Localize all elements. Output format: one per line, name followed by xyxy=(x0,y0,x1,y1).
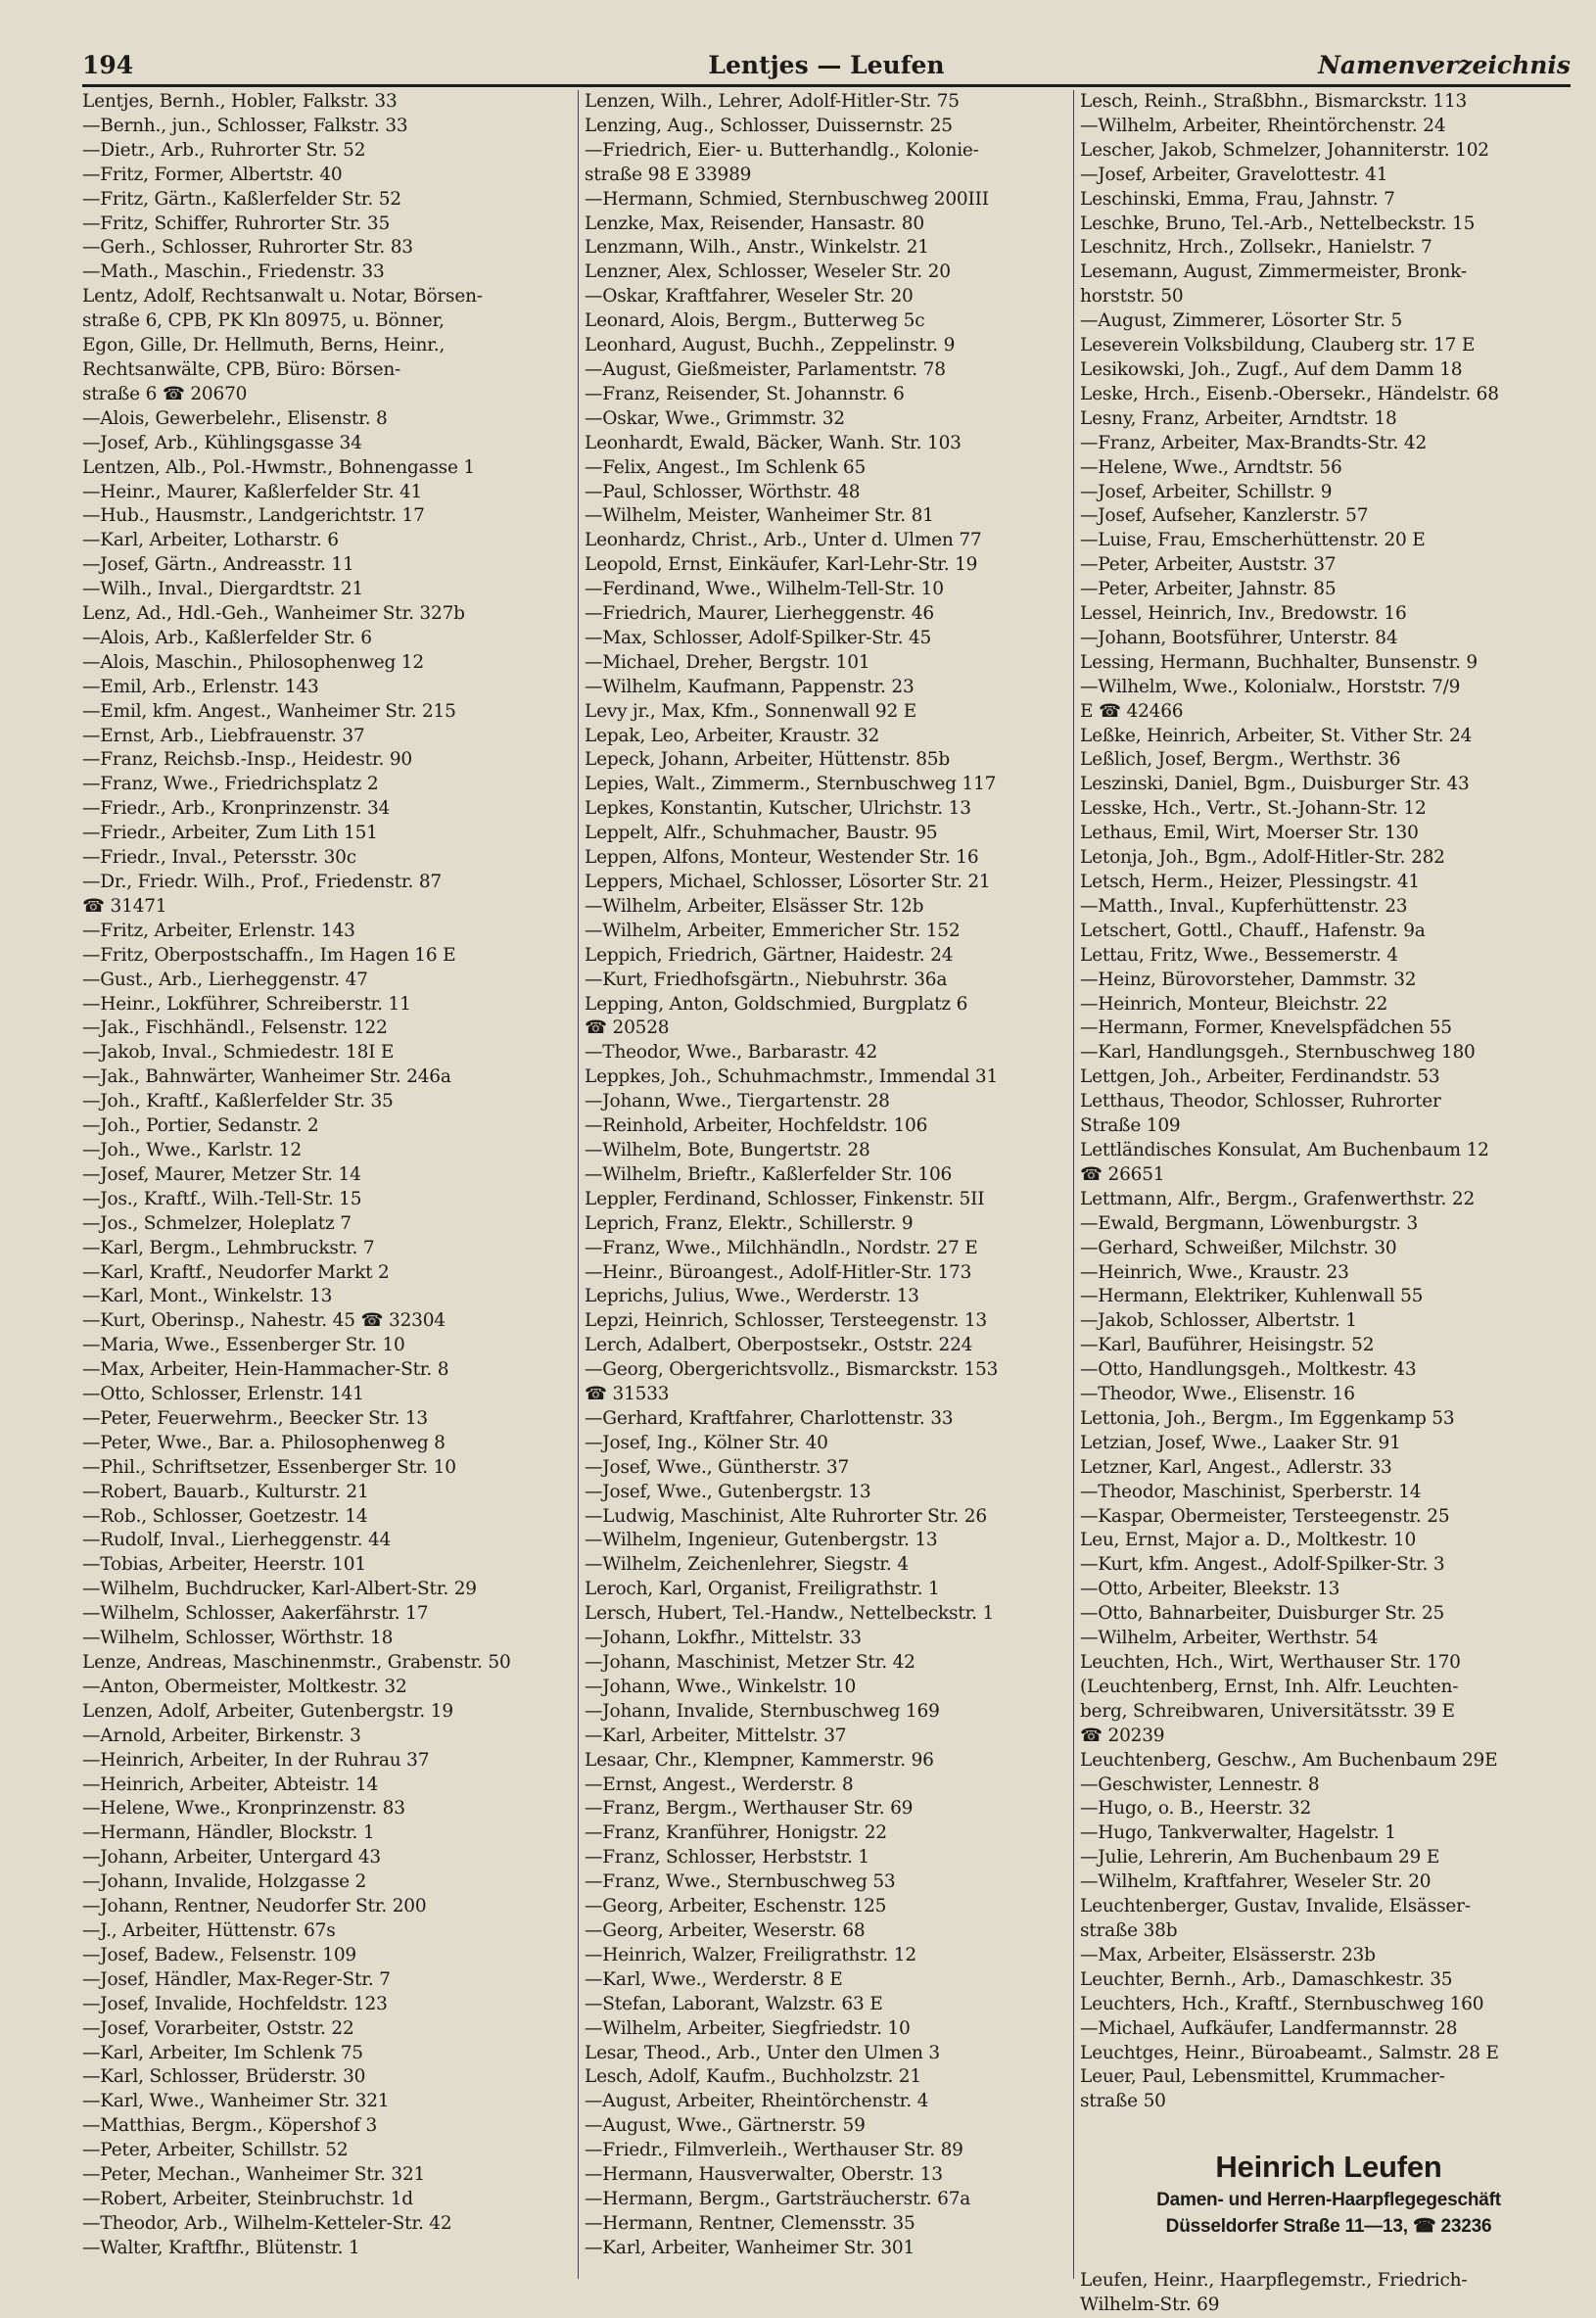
right-entries-top xyxy=(1080,90,1577,2114)
directory-entry: —Wilhelm, Ingenieur, Gutenbergstr. 13 xyxy=(585,1530,938,1551)
page-header xyxy=(82,49,1571,87)
directory-entry: —Karl, Arbeiter, Lotharstr. 6 xyxy=(82,530,339,551)
directory-entry: —Felix, Angest., Im Schlenk 65 xyxy=(585,456,867,478)
directory-entry: Lesch, Reinh., Straßbhn., Bismarckstr. 113 xyxy=(1080,91,1468,112)
directory-entry: —Heinz, Bürovorsteher, Dammstr. 32 xyxy=(1080,969,1417,990)
directory-entry: —Karl, Bergm., Lehmbruckstr. 7 xyxy=(82,1237,375,1258)
directory-entry: —Geschwister, Lennestr. 8 xyxy=(1080,1774,1320,1795)
ad-business-name: Heinrich Leufen xyxy=(1215,2150,1442,2185)
directory-entry: —Franz, Wwe., Milchhändln., Nordstr. 27 E xyxy=(585,1237,978,1258)
directory-entry: —Josef, Arbeiter, Schillstr. 9 xyxy=(1080,481,1333,502)
directory-entry: —Josef, Invalide, Hochfeldstr. 123 xyxy=(82,1993,388,2014)
directory-entry: Leppelt, Alfr., Schuhmacher, Baustr. 95 xyxy=(585,823,938,844)
directory-entry: Leroch, Karl, Organist, Freiligrathstr. 1 xyxy=(585,1579,940,1600)
directory-entry: —Otto, Schlosser, Erlenstr. 141 xyxy=(82,1384,364,1405)
directory-entry: Lesikowski, Joh., Zugf., Auf dem Damm 18 xyxy=(1080,358,1463,380)
directory-entry: —Wilhelm, Wwe., Kolonialw., Horststr. 7/9 xyxy=(1080,676,1461,697)
directory-entry: Egon, Gille, Dr. Hellmuth, Berns, Heinr., xyxy=(82,335,446,356)
directory-entry: Lettländisches Konsulat, Am Buchenbaum 12 xyxy=(1080,1139,1489,1160)
directory-entry: Leonhard, August, Buchh., Zeppelinstr. 9 xyxy=(585,335,956,356)
directory-entry: —Fritz, Oberpostschaffn., Im Hagen 16 E xyxy=(82,944,456,966)
directory-entry: —Oskar, Kraftfahrer, Weseler Str. 20 xyxy=(585,286,914,307)
column-middle xyxy=(578,90,1074,2279)
directory-entry: —Wilhelm, Kraftfahrer, Weseler Str. 20 xyxy=(1080,1871,1432,1893)
directory-entry: Lenzke, Max, Reisender, Hansastr. 80 xyxy=(585,213,924,234)
directory-entry: —Friedrich, Eier- u. Butterhandlg., Kolonie- xyxy=(585,139,979,161)
directory-entry: —Otto, Bahnarbeiter, Duisburger Str. 25 xyxy=(1080,1603,1445,1625)
directory-entry: —Dietr., Arb., Ruhrorter Str. 52 xyxy=(82,139,366,161)
directory-entry: Lettonia, Joh., Bergm., Im Eggenkamp 53 xyxy=(1080,1407,1455,1429)
directory-entry: —Heinrich, Arbeiter, Abteistr. 14 xyxy=(82,1774,379,1795)
directory-entry: —Paul, Schlosser, Wörthstr. 48 xyxy=(585,481,861,502)
directory-entry: —August, Zimmerer, Lösorter Str. 5 xyxy=(1080,310,1403,332)
directory-entry: —Phil., Schriftsetzer, Essenberger Str. 10 xyxy=(82,1456,456,1478)
directory-entry: —Alois, Maschin., Philosophenweg 12 xyxy=(82,651,424,673)
directory-entry: straße 6 ☎ 20670 xyxy=(82,383,248,404)
directory-entry: —August, Arbeiter, Rheintörchenstr. 4 xyxy=(585,2091,929,2112)
directory-entry: Lessel, Heinrich, Inv., Bredowstr. 16 xyxy=(1080,603,1407,625)
directory-entry: —Jos., Kraftf., Wilh.-Tell-Str. 15 xyxy=(82,1188,362,1209)
directory-entry: —Jak., Bahnwärter, Wanheimer Str. 246a xyxy=(82,1066,451,1088)
directory-entry: Leppich, Friedrich, Gärtner, Haidestr. 24 xyxy=(585,944,954,966)
directory-entry: —Karl, Arbeiter, Wanheimer Str. 301 xyxy=(585,2237,915,2258)
directory-entry: Letthaus, Theodor, Schlosser, Ruhrorter xyxy=(1080,1091,1441,1112)
directory-entry: Lesar, Theod., Arb., Unter den Ulmen 3 xyxy=(585,2042,941,2063)
directory-entry: —Robert, Bauarb., Kulturstr. 21 xyxy=(82,1481,369,1502)
directory-entry: —Josef, Aufseher, Kanzlerstr. 57 xyxy=(1080,505,1369,527)
directory-entry: —Josef, Vorarbeiter, Oststr. 22 xyxy=(82,2017,354,2039)
directory-entry: —Kaspar, Obermeister, Tersteegenstr. 25 xyxy=(1080,1505,1450,1527)
directory-entry: —Josef, Badew., Felsenstr. 109 xyxy=(82,1944,357,1965)
directory-entry: —Hermann, Hausverwalter, Oberstr. 13 xyxy=(585,2164,943,2186)
directory-entry: —Kurt, kfm. Angest., Adolf-Spilker-Str. 3 xyxy=(1080,1554,1445,1576)
column-right xyxy=(1073,90,1577,2316)
directory-entry: —Karl, Arbeiter, Im Schlenk 75 xyxy=(82,2042,363,2063)
directory-entry: Wilhelm-Str. 69 xyxy=(1080,2294,1220,2316)
directory-entry: —Heinrich, Walzer, Freiligrathstr. 12 xyxy=(585,1944,916,1965)
directory-entry: —Max, Schlosser, Adolf-Spilker-Str. 45 xyxy=(585,627,932,648)
directory-entry: —Franz, Wwe., Friedrichsplatz 2 xyxy=(82,774,379,795)
directory-entry: —August, Wwe., Gärtnerstr. 59 xyxy=(585,2115,866,2137)
directory-entry: Leufen, Heinr., Haarpflegemstr., Friedrich- xyxy=(1080,2270,1468,2292)
directory-entry: —Franz, Reisender, St. Johannstr. 6 xyxy=(585,383,905,404)
directory-entry: —Wilh., Inval., Diergardtstr. 21 xyxy=(82,579,364,600)
directory-entry: berg, Schreibwaren, Universitätsstr. 39 E xyxy=(1080,1700,1455,1722)
directory-entry: —Kurt, Oberinsp., Nahestr. 45 ☎ 32304 xyxy=(82,1310,446,1332)
directory-entry: —Jakob, Inval., Schmiedestr. 18I E xyxy=(82,1042,395,1064)
directory-entry: —Gust., Arb., Lierheggenstr. 47 xyxy=(82,969,368,990)
directory-entry: —Ferdinand, Wwe., Wilhelm-Tell-Str. 10 xyxy=(585,579,944,600)
directory-entry: straße 98 E 33989 xyxy=(585,164,752,185)
directory-entry: Letzner, Karl, Angest., Adlerstr. 33 xyxy=(1080,1456,1392,1478)
directory-entry: —J., Arbeiter, Hüttenstr. 67s xyxy=(82,1919,336,1941)
directory-entry: Lethaus, Emil, Wirt, Moerser Str. 130 xyxy=(1080,823,1419,844)
directory-entry: —Jakob, Schlosser, Albertstr. 1 xyxy=(1080,1310,1357,1332)
directory-entry: —Wilhelm, Arbeiter, Rheintörchenstr. 24 xyxy=(1080,115,1446,136)
directory-entry: Leuchters, Hch., Kraftf., Sternbuschweg 160 xyxy=(1080,1993,1484,2014)
directory-entry: —Johann, Rentner, Neudorfer Str. 200 xyxy=(82,1896,427,1917)
directory-entry: —Theodor, Wwe., Elisenstr. 16 xyxy=(1080,1384,1355,1405)
directory-entry: —Heinrich, Arbeiter, In der Ruhrau 37 xyxy=(82,1749,430,1771)
directory-entry: —Ewald, Bergmann, Löwenburgstr. 3 xyxy=(1080,1212,1419,1234)
directory-entry: —Max, Arbeiter, Hein-Hammacher-Str. 8 xyxy=(82,1359,449,1381)
directory-entry: Lenzen, Wilh., Lehrer, Adolf-Hitler-Str. 75 xyxy=(585,91,960,112)
directory-entry: —Karl, Bauführer, Heisingstr. 52 xyxy=(1080,1335,1375,1356)
directory-entry: Leppkes, Joh., Schuhmachmstr., Immendal 31 xyxy=(585,1066,999,1088)
directory-entry: Leschnitz, Hrch., Zollsekr., Hanielstr. 7 xyxy=(1080,237,1432,259)
directory-entry: —Helene, Wwe., Arndtstr. 56 xyxy=(1080,456,1342,478)
directory-entry: —Ernst, Angest., Werderstr. 8 xyxy=(585,1774,854,1795)
directory-entry: —Friedr., Inval., Petersstr. 30c xyxy=(82,847,356,869)
directory-entry: —Franz, Arbeiter, Max-Brandts-Str. 42 xyxy=(1080,432,1428,453)
directory-entry: Leuchten, Hch., Wirt, Werthauser Str. 170 xyxy=(1080,1652,1461,1673)
directory-entry: Leßlich, Josef, Bergm., Werthstr. 36 xyxy=(1080,749,1401,771)
directory-entry: Lettau, Fritz, Wwe., Bessemerstr. 4 xyxy=(1080,944,1398,966)
directory-entry: —Karl, Arbeiter, Mittelstr. 37 xyxy=(585,1725,847,1746)
directory-entry: —Karl, Schlosser, Brüderstr. 30 xyxy=(82,2066,366,2088)
directory-entry: —Joh., Kraftf., Kaßlerfelder Str. 35 xyxy=(82,1091,394,1112)
directory-entry: Lentzen, Alb., Pol.-Hwmstr., Bohnengasse 1 xyxy=(82,456,475,478)
directory-entry: —Johann, Arbeiter, Untergard 43 xyxy=(82,1847,381,1869)
directory-entry: Leppler, Ferdinand, Schlosser, Finkenstr. 5II xyxy=(585,1188,985,1209)
directory-entry: —Friedr., Filmverleih., Werthauser Str. 89 xyxy=(585,2140,963,2161)
directory-entry: —Heinr., Lokführer, Schreiberstr. 11 xyxy=(82,993,411,1015)
directory-entry: —Josef, Maurer, Metzer Str. 14 xyxy=(82,1163,361,1185)
directory-entry: Letsch, Herm., Heizer, Plessingstr. 41 xyxy=(1080,872,1420,892)
directory-entry: Lentjes, Bernh., Hobler, Falkstr. 33 xyxy=(82,91,398,112)
directory-entry: —Gerhard, Schweißer, Milchstr. 30 xyxy=(1080,1237,1397,1258)
directory-entry: —Friedrich, Maurer, Lierheggenstr. 46 xyxy=(585,603,934,625)
directory-entry: —Franz, Kranführer, Honigstr. 22 xyxy=(585,1822,887,1844)
directory-entry: —Michael, Aufkäufer, Landfermannstr. 28 xyxy=(1080,2017,1458,2039)
directory-entry: —Heinrich, Monteur, Bleichstr. 22 xyxy=(1080,993,1388,1015)
directory-entry: Lesaar, Chr., Klempner, Kammerstr. 96 xyxy=(585,1749,934,1771)
directory-entry: Leschke, Bruno, Tel.-Arb., Nettelbeckstr. 15 xyxy=(1080,213,1476,234)
directory-entry: Levy jr., Max, Kfm., Sonnenwall 92 E xyxy=(585,700,917,722)
directory-entry: Lersch, Hubert, Tel.-Handw., Nettelbeckstr. 1 xyxy=(585,1603,995,1625)
directory-entry: —Josef, Arbeiter, Gravelottestr. 41 xyxy=(1080,164,1388,185)
directory-entry: —Wilhelm, Zeichenlehrer, Siegstr. 4 xyxy=(585,1554,909,1576)
directory-entry: —Gerh., Schlosser, Ruhrorter Str. 83 xyxy=(82,237,413,259)
directory-entry: —Josef, Gärtn., Andreasstr. 11 xyxy=(82,554,354,576)
directory-entry: —Alois, Gewerbelehr., Elisenstr. 8 xyxy=(82,407,388,429)
directory-entry: —Hermann, Bergm., Gartsträucherstr. 67a xyxy=(585,2188,971,2209)
directory-entry: ☎ 26651 xyxy=(1080,1163,1165,1185)
directory-entry: —Otto, Arbeiter, Bleekstr. 13 xyxy=(1080,1579,1340,1600)
directory-entry: Straße 109 xyxy=(1080,1115,1181,1137)
directory-entry: —Otto, Handlungsgeh., Moltkestr. 43 xyxy=(1080,1359,1417,1381)
directory-entry: ☎ 31533 xyxy=(585,1384,670,1405)
directory-entry: —Hub., Hausmstr., Landgerichtstr. 17 xyxy=(82,505,425,527)
directory-entry: —Ernst, Arb., Liebfrauenstr. 37 xyxy=(82,725,365,746)
directory-entry: —Johann, Invalide, Holzgasse 2 xyxy=(82,1871,367,1893)
directory-entry: —Wilhelm, Schlosser, Wörthstr. 18 xyxy=(82,1628,394,1649)
directory-entry: —Oskar, Wwe., Grimmstr. 32 xyxy=(585,407,845,429)
directory-entry: —Wilhelm, Kaufmann, Pappenstr. 23 xyxy=(585,676,915,697)
directory-entry: —Gerhard, Kraftfahrer, Charlottenstr. 33 xyxy=(585,1407,954,1429)
directory-entry: —Luise, Frau, Emscherhüttenstr. 20 E xyxy=(1080,530,1426,551)
directory-entry: Lenzen, Adolf, Arbeiter, Gutenbergstr. 19 xyxy=(82,1700,453,1722)
directory-entry: straße 50 xyxy=(1080,2091,1166,2112)
directory-entry: —Hermann, Händler, Blockstr. 1 xyxy=(82,1822,375,1844)
directory-entry: —August, Gießmeister, Parlamentstr. 78 xyxy=(585,358,946,380)
directory-entry: Lepzi, Heinrich, Schlosser, Tersteegenstr. 13 xyxy=(585,1310,987,1332)
directory-entry: —Hugo, Tankverwalter, Hagelstr. 1 xyxy=(1080,1822,1396,1844)
directory-entry: Leuchter, Bernh., Arb., Damaschkestr. 35 xyxy=(1080,1968,1453,1990)
directory-entry: Letzian, Josef, Wwe., Laaker Str. 91 xyxy=(1080,1432,1401,1453)
directory-entry: —Jos., Schmelzer, Holeplatz 7 xyxy=(82,1212,352,1234)
directory-entry: —Emil, Arb., Erlenstr. 143 xyxy=(82,676,319,697)
directory-entry: —Georg, Arbeiter, Weserstr. 68 xyxy=(585,1919,866,1941)
directory-entry: —Johann, Bootsführer, Unterstr. 84 xyxy=(1080,627,1398,648)
directory-entry: —Friedr., Arb., Kronprinzenstr. 34 xyxy=(82,798,391,820)
directory-entry: Lesske, Hch., Vertr., St.-Johann-Str. 12 xyxy=(1080,798,1427,820)
directory-entry: —Karl, Wwe., Wanheimer Str. 321 xyxy=(82,2091,390,2112)
directory-entry: Lepies, Walt., Zimmerm., Sternbuschweg 117 xyxy=(585,774,997,795)
directory-entry: —Karl, Mont., Winkelstr. 13 xyxy=(82,1286,333,1307)
directory-entry: Lesch, Adolf, Kaufm., Buchholzstr. 21 xyxy=(585,2066,921,2088)
directory-entry: —Maria, Wwe., Essenberger Str. 10 xyxy=(82,1335,405,1356)
ad-description: Damen- und Herren-Haarpflegegeschäft xyxy=(1156,2190,1501,2211)
directory-entry: —Reinhold, Arbeiter, Hochfeldstr. 106 xyxy=(585,1115,928,1137)
directory-entry: —Georg, Arbeiter, Eschenstr. 125 xyxy=(585,1896,887,1917)
directory-entry: —Theodor, Maschinist, Sperberstr. 14 xyxy=(1080,1481,1422,1502)
directory-entry: (Leuchtenberg, Ernst, Inh. Alfr. Leuchten- xyxy=(1080,1676,1459,1697)
directory-entry: —Peter, Arbeiter, Jahnstr. 85 xyxy=(1080,579,1337,600)
directory-entry: —Emil, kfm. Angest., Wanheimer Str. 215 xyxy=(82,700,456,722)
directory-entry: —Georg, Obergerichtsvollz., Bismarckstr. 153 xyxy=(585,1359,999,1381)
directory-entry: —Anton, Obermeister, Moltkestr. 32 xyxy=(82,1676,407,1697)
directory-entry: Leu, Ernst, Major a. D., Moltkestr. 10 xyxy=(1080,1530,1417,1551)
directory-entry: —Peter, Feuerwehrm., Beecker Str. 13 xyxy=(82,1407,428,1429)
directory-entry: Leuchtenberger, Gustav, Invalide, Elsässer- xyxy=(1080,1896,1471,1917)
page-title: Lentjes — Leufen xyxy=(708,51,945,79)
directory-entry: —Wilhelm, Arbeiter, Siegfriedstr. 10 xyxy=(585,2017,911,2039)
directory-entry: Leuchtges, Heinr., Büroabeamt., Salmstr. 28 E xyxy=(1080,2042,1499,2063)
directory-entry: Lenzmann, Wilh., Anstr., Winkelstr. 21 xyxy=(585,237,929,259)
directory-entry: Lesemann, August, Zimmermeister, Bronk- xyxy=(1080,261,1467,283)
directory-entry: straße 38b xyxy=(1080,1919,1178,1941)
directory-entry: ☎ 31471 xyxy=(82,895,167,917)
directory-entry: —Kurt, Friedhofsgärtn., Niebuhrstr. 36a xyxy=(585,969,948,990)
directory-entry: —Wilhelm, Schlosser, Aakerfährstr. 17 xyxy=(82,1603,429,1625)
directory-entry: Letschert, Gottl., Chauff., Hafenstr. 9a xyxy=(1080,920,1426,941)
directory-entry: —Johann, Lokfhr., Mittelstr. 33 xyxy=(585,1628,862,1649)
directory-entry: —Joh., Wwe., Karlstr. 12 xyxy=(82,1139,302,1160)
directory-entry: —Karl, Wwe., Werderstr. 8 E xyxy=(585,1968,843,1990)
directory-entry: Lenzner, Alex, Schlosser, Weseler Str. 20 xyxy=(585,261,951,283)
directory-entry: Leonhardt, Ewald, Bäcker, Wanh. Str. 103 xyxy=(585,432,962,453)
directory-entry: —Max, Arbeiter, Elsässerstr. 23b xyxy=(1080,1944,1376,1965)
directory-entry: Leonard, Alois, Bergm., Butterweg 5c xyxy=(585,310,925,332)
directory-entry: —Franz, Reichsb.-Insp., Heidestr. 90 xyxy=(82,749,413,771)
directory-entry: —Jak., Fischhändl., Felsenstr. 122 xyxy=(82,1017,388,1039)
directory-entry: —Wilhelm, Meister, Wanheimer Str. 81 xyxy=(585,505,934,527)
directory-entry: Rechtsanwälte, CPB, Büro: Börsen- xyxy=(82,358,401,380)
directory-entry: —Josef, Wwe., Güntherstr. 37 xyxy=(585,1456,850,1478)
directory-entry: Leppers, Michael, Schlosser, Lösorter Str. 21 xyxy=(585,872,991,892)
directory-entry: Leßke, Heinrich, Arbeiter, St. Vither Str. 24 xyxy=(1080,725,1473,746)
directory-entry: —Peter, Arbeiter, Auststr. 37 xyxy=(1080,554,1337,576)
directory-entry: —Fritz, Gärtn., Kaßlerfelder Str. 52 xyxy=(82,188,401,210)
directory-entry: —Josef, Händler, Max-Reger-Str. 7 xyxy=(82,1968,391,1990)
directory-entry: —Walter, Kraftfhr., Blütenstr. 1 xyxy=(82,2237,360,2258)
directory-entry: —Theodor, Arb., Wilhelm-Ketteler-Str. 42 xyxy=(82,2212,452,2234)
directory-entry: —Hermann, Schmied, Sternbuschweg 200III xyxy=(585,188,989,210)
directory-entry: —Wilhelm, Arbeiter, Emmericher Str. 152 xyxy=(585,920,961,941)
directory-entry: —Friedr., Arbeiter, Zum Lith 151 xyxy=(82,823,378,844)
directory-entry: —Karl, Kraftf., Neudorfer Markt 2 xyxy=(82,1261,390,1283)
directory-entry: Leszinski, Daniel, Bgm., Duisburger Str. 43 xyxy=(1080,774,1470,795)
directory-entry: —Hermann, Elektriker, Kuhlenwall 55 xyxy=(1080,1286,1424,1307)
directory-entry: Lenze, Andreas, Maschinenmstr., Grabenstr. 50 xyxy=(82,1652,511,1673)
directory-entry: —Theodor, Wwe., Barbarastr. 42 xyxy=(585,1042,878,1064)
directory-entry: —Tobias, Arbeiter, Heerstr. 101 xyxy=(82,1554,366,1576)
right-entries-bottom xyxy=(1080,2269,1577,2318)
directory-entry: —Peter, Arbeiter, Schillstr. 52 xyxy=(82,2140,349,2161)
directory-entry: —Josef, Arb., Kühlingsgasse 34 xyxy=(82,432,362,453)
directory-entry: —Heinr., Büroangest., Adolf-Hitler-Str. 173 xyxy=(585,1261,972,1283)
directory-entry: Leseverein Volksbildung, Clauberg str. 17 E xyxy=(1080,335,1476,356)
directory-entry: —Arnold, Arbeiter, Birkenstr. 3 xyxy=(82,1725,361,1746)
directory-entry: —Rudolf, Inval., Lierheggenstr. 44 xyxy=(82,1530,392,1551)
directory-entry: Lepak, Leo, Arbeiter, Kraustr. 32 xyxy=(585,725,880,746)
directory-entry: —Heinrich, Wwe., Kraustr. 23 xyxy=(1080,1261,1349,1283)
directory-entry: Leschinski, Emma, Frau, Jahnstr. 7 xyxy=(1080,188,1395,210)
directory-entry: —Franz, Wwe., Sternbuschweg 53 xyxy=(585,1871,896,1893)
directory-entry: —Franz, Bergm., Werthauser Str. 69 xyxy=(585,1798,914,1820)
directory-entry: Leprich, Franz, Elektr., Schillerstr. 9 xyxy=(585,1212,914,1234)
directory-entry: —Hugo, o. B., Heerstr. 32 xyxy=(1080,1798,1312,1820)
directory-entry: Leuer, Paul, Lebensmittel, Krummacher- xyxy=(1080,2066,1445,2088)
directory-entry: —Math., Maschin., Friedenstr. 33 xyxy=(82,261,385,283)
directory-entry: —Alois, Arb., Kaßlerfelder Str. 6 xyxy=(82,627,372,648)
directory-entry: —Peter, Mechan., Wanheimer Str. 321 xyxy=(82,2164,426,2186)
directory-entry: ☎ 20528 xyxy=(585,1017,670,1039)
directory-entry: Lenz, Ad., Hdl.-Geh., Wanheimer Str. 327b xyxy=(82,603,465,625)
directory-entry: Lettgen, Joh., Arbeiter, Ferdinandstr. 53 xyxy=(1080,1066,1440,1088)
directory-entry: —Matth., Inval., Kupferhüttenstr. 23 xyxy=(1080,895,1408,917)
directory-entry: —Joh., Portier, Sedanstr. 2 xyxy=(82,1115,319,1137)
directory-entry: —Fritz, Schiffer, Ruhrorter Str. 35 xyxy=(82,213,391,234)
directory-entry: —Wilhelm, Arbeiter, Elsässer Str. 12b xyxy=(585,895,924,917)
directory-entry: —Michael, Dreher, Bergstr. 101 xyxy=(585,651,870,673)
directory-entry: —Wilhelm, Brieftr., Kaßlerfelder Str. 106 xyxy=(585,1163,953,1185)
directory-entry: —Peter, Wwe., Bar. a. Philosophenweg 8 xyxy=(82,1432,446,1453)
directory-entry: —Heinr., Maurer, Kaßlerfelder Str. 41 xyxy=(82,481,423,502)
directory-entry: horststr. 50 xyxy=(1080,286,1184,307)
directory-entry: —Johann, Wwe., Tiergartenstr. 28 xyxy=(585,1091,890,1112)
directory-entry: Lepping, Anton, Goldschmied, Burgplatz 6 xyxy=(585,993,968,1015)
ad-address: Düsseldorfer Straße 11—13, ☎ 23236 xyxy=(1165,2216,1492,2238)
directory-entry: —Wilhelm, Buchdrucker, Karl-Albert-Str. 29 xyxy=(82,1579,477,1600)
directory-entry: —Helene, Wwe., Kronprinzenstr. 83 xyxy=(82,1798,405,1820)
directory-entry: Lentz, Adolf, Rechtsanwalt u. Notar, Börsen- xyxy=(82,286,483,307)
column-left xyxy=(82,90,568,2279)
directory-entry: —Hermann, Former, Knevelspfädchen 55 xyxy=(1080,1017,1452,1039)
directory-entry: Leuchtenberg, Geschw., Am Buchenbaum 29E xyxy=(1080,1749,1498,1771)
directory-entry: —Karl, Handlungsgeh., Sternbuschweg 180 xyxy=(1080,1042,1476,1064)
directory-entry: —Hermann, Rentner, Clemensstr. 35 xyxy=(585,2212,915,2234)
section-title: Namenverzeichnis xyxy=(1318,51,1571,79)
directory-entry: Lenzing, Aug., Schlosser, Duissernstr. 25 xyxy=(585,115,953,136)
directory-entry: Lepeck, Johann, Arbeiter, Hüttenstr. 85b xyxy=(585,749,950,771)
directory-entry: Lepkes, Konstantin, Kutscher, Ulrichstr. 13 xyxy=(585,798,971,820)
directory-entry: —Robert, Arbeiter, Steinbruchstr. 1d xyxy=(82,2188,413,2209)
directory-entry: Letonja, Joh., Bgm., Adolf-Hitler-Str. 282 xyxy=(1080,847,1445,869)
directory-entry: straße 6, CPB, PK Kln 80975, u. Bönner, xyxy=(82,310,445,332)
directory-entry: —Stefan, Laborant, Walzstr. 63 E xyxy=(585,1993,883,2014)
directory-entry: —Johann, Wwe., Winkelstr. 10 xyxy=(585,1676,857,1697)
directory-entry: —Josef, Wwe., Gutenbergstr. 13 xyxy=(585,1481,871,1502)
directory-entry: Leppen, Alfons, Monteur, Westender Str. 16 xyxy=(585,847,979,869)
directory-entry: —Wilhelm, Bote, Bungertstr. 28 xyxy=(585,1139,870,1160)
directory-entry: —Josef, Ing., Kölner Str. 40 xyxy=(585,1432,828,1453)
directory-entry: Lesny, Franz, Arbeiter, Arndtstr. 18 xyxy=(1080,407,1397,429)
directory-entry: Leopold, Ernst, Einkäufer, Karl-Lehr-Str. 19 xyxy=(585,554,978,576)
directory-entry: —Julie, Lehrerin, Am Buchenbaum 29 E xyxy=(1080,1847,1440,1869)
directory-entry: —Fritz, Arbeiter, Erlenstr. 143 xyxy=(82,920,355,941)
page-number: 194 xyxy=(82,51,134,79)
directory-entry: Leonhardz, Christ., Arb., Unter d. Ulmen 77 xyxy=(585,530,982,551)
directory-entry: Leprichs, Julius, Wwe., Werderstr. 13 xyxy=(585,1286,919,1307)
directory-entry: —Matthias, Bergm., Köpershof 3 xyxy=(82,2115,378,2137)
directory-entry: E ☎ 42466 xyxy=(1080,700,1184,722)
directory-entry: —Johann, Maschinist, Metzer Str. 42 xyxy=(585,1652,915,1673)
directory-entry: Lessing, Hermann, Buchhalter, Bunsenstr. 9 xyxy=(1080,651,1478,673)
directory-entry: —Wilhelm, Arbeiter, Werthstr. 54 xyxy=(1080,1628,1379,1649)
directory-entry: —Fritz, Former, Albertstr. 40 xyxy=(82,164,343,185)
directory-entry: Lescher, Jakob, Schmelzer, Johanniterstr. 102 xyxy=(1080,139,1489,161)
directory-entry: —Bernh., jun., Schlosser, Falkstr. 33 xyxy=(82,115,408,136)
directory-entry: Lerch, Adalbert, Oberpostsekr., Oststr. 224 xyxy=(585,1335,973,1356)
directory-entry: Lettmann, Alfr., Bergm., Grafenwerthstr. 22 xyxy=(1080,1188,1476,1209)
directory-entry: —Johann, Invalide, Sternbuschweg 169 xyxy=(585,1700,940,1722)
directory-entry: Leske, Hrch., Eisenb.-Obersekr., Händelstr. 68 xyxy=(1080,383,1499,404)
advertisement xyxy=(1080,2148,1577,2240)
directory-entry: —Dr., Friedr. Wilh., Prof., Friedenstr. 87 xyxy=(82,872,442,892)
directory-entry: —Franz, Schlosser, Herbststr. 1 xyxy=(585,1847,869,1869)
directory-entry: ☎ 20239 xyxy=(1080,1725,1165,1746)
directory-entry: —Rob., Schlosser, Goetzestr. 14 xyxy=(82,1505,368,1527)
directory-entry: —Ludwig, Maschinist, Alte Ruhrorter Str. 26 xyxy=(585,1505,987,1527)
